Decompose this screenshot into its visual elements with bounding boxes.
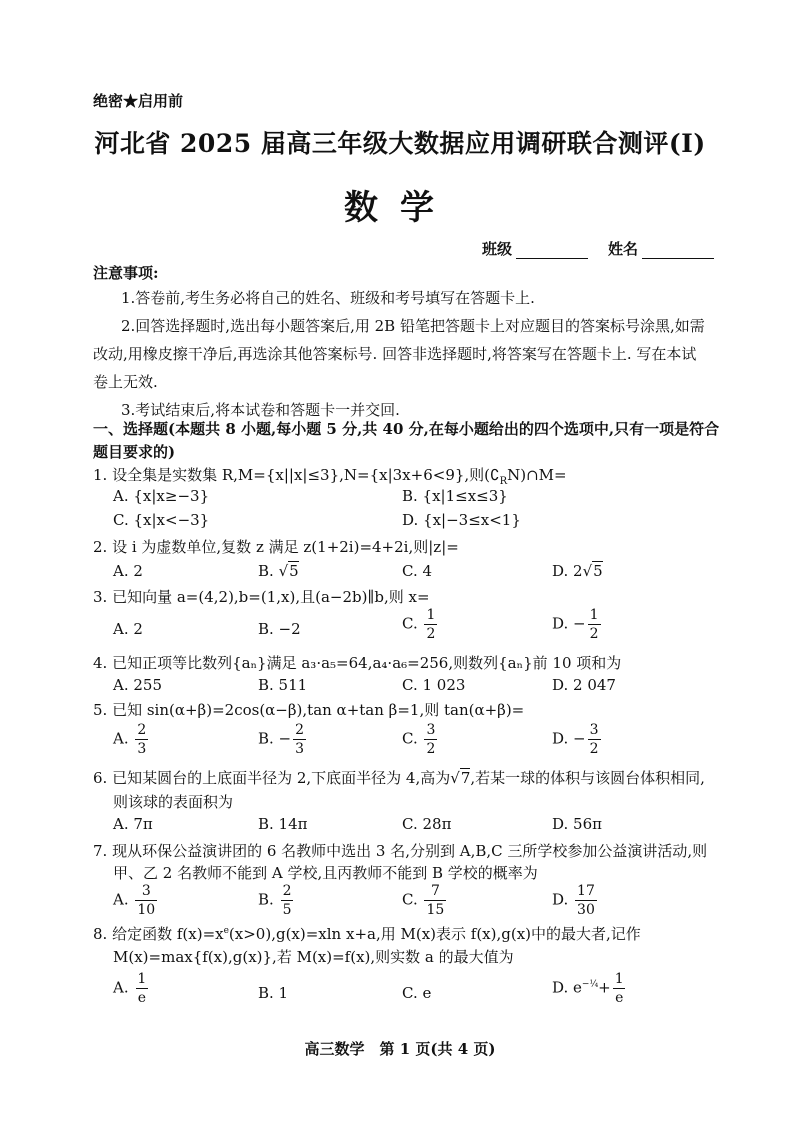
q7-option-d: D. $\frac{17}{30}$ [552, 883, 595, 918]
q4-option-a: A. 255 [113, 676, 162, 694]
q8-option-b: B. 1 [258, 984, 289, 1002]
q5-option-a: A. $\frac{2}{3}$ [113, 722, 147, 757]
question-6-stem: 6. 已知某圆台的上底面半径为 2,下底面半径为 4,高为√7,若某一球的体积与该圆台体积相同, [93, 769, 705, 787]
question-7-stem: 7. 现从环保公益演讲团的 6 名教师中选出 3 名,分别到 A,B,C 三所学校参加公益演讲活动,则 [93, 842, 708, 860]
class-blank [516, 243, 588, 259]
q6-option-c: C. 28π [402, 815, 452, 833]
question-2-stem: 2. 设 i 为虚数单位,复数 z 满足 z(1+2i)=4+2i,则|z|= [93, 538, 459, 556]
page-footer: 高三数学 第 1 页(共 4 页) [304, 1040, 496, 1058]
q4-option-b: B. 511 [258, 676, 308, 694]
q7-option-a: A. $\frac{3}{10}$ [113, 883, 156, 918]
q1-option-a: A. {x|x≥−3} [113, 487, 210, 505]
q4-option-c: C. 1 023 [402, 676, 466, 694]
q2-option-a: A. 2 [113, 562, 143, 580]
notice-item: 改动,用橡皮擦干净后,再选涂其他答案标号. 回答非选择题时,将答案写在答题卡上. 写在本试 [93, 345, 697, 363]
q6-option-d: D. 56π [552, 815, 602, 833]
notice-item: 1.答卷前,考生务必将自己的姓名、班级和考号填写在答题卡上. [121, 289, 535, 307]
q2-option-c: C. 4 [402, 562, 433, 580]
question-3-stem: 3. 已知向量 a=(4,2),b=(1,x),且(a−2b)∥b,则 x= [93, 588, 430, 606]
q3-option-b: B. −2 [258, 620, 301, 638]
class-label: 班级 [481, 240, 512, 258]
q1-option-b: B. {x|1≤x≤3} [402, 487, 508, 505]
name-label: 姓名 [607, 240, 638, 258]
question-8-stem: 8. 给定函数 $f(x)=x^e(x>0),g(x)=xln$ x+a,用 M(x)表示 f(x),g(x)中的最大者,记作 [93, 925, 641, 943]
question-6-stem-line2: 则该球的表面积为 [113, 793, 234, 811]
question-7-stem-line2: 甲、乙 2 名教师不能到 A 学校,且丙教师不能到 B 学校的概率为 [113, 864, 538, 882]
exam-title: 河北省 2025 届高三年级大数据应用调研联合测评(Ⅰ) [94, 129, 706, 158]
question-5-stem: 5. 已知 sin(α+β)=2cos(α−β),tan α+tan β=1,则 tan(α+β)= [93, 701, 525, 719]
question-4-stem: 4. 已知正项等比数列{aₙ}满足 a₃·a₅=64,a₄·a₆=256,则数列{aₙ}前 10 项和为 [93, 654, 622, 672]
notice-item: 2.回答选择题时,选出每小题答案后,用 2B 铅笔把答题卡上对应题目的答案标号涂黑,如需 [121, 317, 705, 335]
q1-option-d: D. {x|−3≤x<1} [402, 511, 521, 529]
q5-option-b: B. − $\frac{2}{3}$ [258, 722, 305, 757]
question-8-stem-line2: M(x)=max{f(x),g(x)},若 M(x)=f(x),则实数 a 的最大值为 [113, 948, 514, 966]
notice-title: 注意事项: [93, 264, 159, 282]
q3-option-a: A. 2 [113, 620, 143, 638]
q5-option-c: C. $\frac{3}{2}$ [402, 722, 436, 757]
q4-option-d: D. 2 047 [552, 676, 616, 694]
q6-option-b: B. 14π [258, 815, 308, 833]
q7-option-b: B. $\frac{2}{5}$ [258, 883, 292, 918]
q2-option-b: B. √5 [258, 562, 299, 580]
q3-option-c: C. $\frac{1}{2}$ [402, 607, 436, 642]
q2-option-d: D. 2√5 [552, 562, 603, 580]
question-1-stem: 1. 设全集是实数集 R,M={x||x|≤3},N={x|3x+6<9},则$(∁_RN)\cap M=$ [93, 466, 567, 487]
confidential-mark: 绝密★启用前 [93, 92, 184, 110]
q1-option-c: C. {x|x<−3} [113, 511, 210, 529]
q7-option-c: C. $\frac{7}{15}$ [402, 883, 445, 918]
section-heading: 一、选择题(本题共 8 小题,每小题 5 分,共 40 分,在每小题给出的四个选项中,只有一项是符合 [93, 420, 720, 438]
q8-option-a: A. $\frac{1}{e}$ [113, 971, 147, 1006]
q8-option-c: C. e [402, 984, 432, 1002]
student-info-fields [482, 238, 714, 259]
q8-option-d: D. $e^{-\frac{1}{4}}+$ $\frac{1}{e}$ [552, 971, 624, 1006]
section-heading: 题目要求的) [93, 443, 176, 461]
q3-option-d: D. − $\frac{1}{2}$ [552, 607, 599, 642]
notice-item: 卷上无效. [93, 373, 158, 391]
notice-item: 3.考试结束后,将本试卷和答题卡一并交回. [121, 401, 400, 419]
q5-option-d: D. − $\frac{3}{2}$ [552, 722, 599, 757]
q6-option-a: A. 7π [113, 815, 153, 833]
subject-title: 数学 [344, 188, 456, 228]
name-blank [642, 243, 714, 259]
